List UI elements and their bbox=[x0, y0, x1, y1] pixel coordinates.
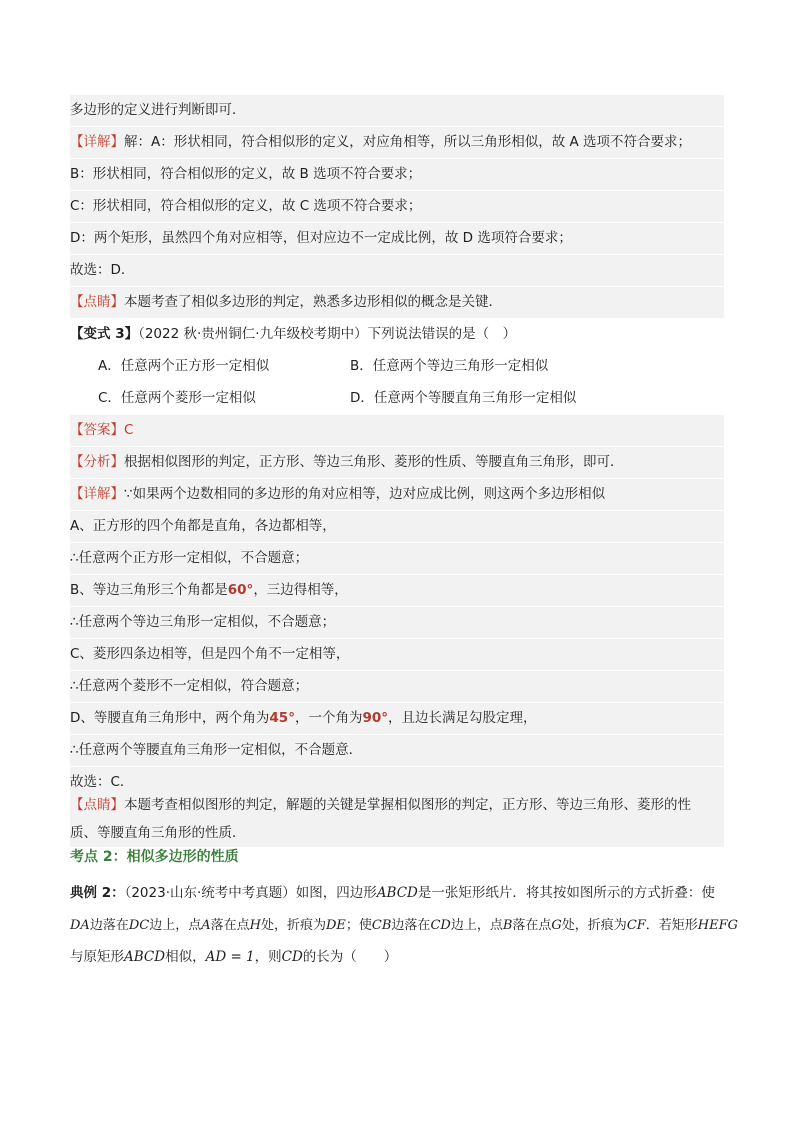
math: DC bbox=[128, 918, 150, 933]
answer-value: C bbox=[124, 422, 134, 438]
text: 落在点 bbox=[512, 918, 552, 933]
detail-tag: 【详解】 bbox=[70, 134, 124, 150]
note-line-1 bbox=[70, 791, 724, 819]
detail-line bbox=[70, 479, 724, 510]
angle-value: 60° bbox=[227, 582, 254, 598]
math: CD bbox=[430, 918, 451, 933]
text: 本题考查相似图形的判定，解题的关键是掌握相似图形的判定，正方形、等边三角形、菱形的性 bbox=[124, 797, 691, 813]
text: 边落在 bbox=[89, 918, 129, 933]
detail-d1 bbox=[70, 703, 724, 734]
math: ABCD bbox=[376, 885, 418, 901]
text: 处，折痕为 bbox=[561, 918, 627, 933]
variant-text: （2022 秋·贵州铜仁·九年级校考期中）下列说法错误的是（ ） bbox=[138, 326, 517, 342]
option-b: B．任意两个等边三角形一定相似 bbox=[350, 358, 549, 374]
example-tag: 典例 2： bbox=[70, 885, 125, 901]
math: HEFG bbox=[697, 918, 739, 933]
example-line-3 bbox=[70, 942, 724, 973]
detail-c1 bbox=[70, 639, 724, 670]
text: D：两个矩形，虽然四个角对应相等，但对应边不一定成比例，故 D 选项符合要求； bbox=[70, 230, 572, 246]
example-line-1 bbox=[70, 878, 724, 909]
text: ．若矩形 bbox=[645, 918, 698, 933]
text: 边上，点 bbox=[149, 918, 202, 933]
text: 与原矩形 bbox=[70, 949, 124, 965]
answer-tag: 【答案】 bbox=[70, 422, 124, 438]
example-line-2 bbox=[70, 910, 739, 941]
text: 边落在 bbox=[391, 918, 431, 933]
answer-line bbox=[70, 415, 724, 446]
analysis-line bbox=[70, 447, 724, 478]
text: 本题考查了相似多边形的判定，熟悉多边形相似的概念是关键． bbox=[124, 294, 502, 310]
math: H bbox=[249, 918, 261, 933]
text-line-2 bbox=[70, 127, 724, 158]
angle-value: 45° bbox=[269, 710, 295, 726]
text: ∴任意两个等边三角形一定相似，不合题意； bbox=[70, 614, 336, 630]
note-tag: 【点睛】 bbox=[70, 797, 124, 813]
math: DA bbox=[70, 918, 90, 933]
text: 故选：D． bbox=[70, 262, 135, 278]
section-title: 考点 2：相似多边形的性质 bbox=[70, 849, 239, 865]
text: B、等边三角形三个角都是 bbox=[70, 582, 228, 598]
text: 质、等腰直角三角形的性质． bbox=[70, 825, 246, 841]
math: CF bbox=[626, 918, 646, 933]
text: ，一个角为 bbox=[294, 710, 363, 726]
detail-c2 bbox=[70, 671, 724, 702]
text-line-5 bbox=[70, 223, 724, 254]
math: G bbox=[551, 918, 562, 933]
option-c: C．任意两个菱形一定相似 bbox=[98, 390, 256, 406]
detail-b1 bbox=[70, 575, 724, 606]
math: A bbox=[201, 918, 211, 933]
text: C：形状相同，符合相似形的定义，故 C 选项不符合要求； bbox=[70, 198, 422, 214]
text: B：形状相同，符合相似形的定义，故 B 选项不符合要求； bbox=[70, 166, 422, 182]
text: ，三边得相等， bbox=[253, 582, 348, 598]
text: A、正方形的四个角都是直角，各边都相等， bbox=[70, 518, 336, 534]
text: 故选：C． bbox=[70, 774, 134, 790]
text: 相似， bbox=[165, 949, 206, 965]
text: ∴任意两个等腰直角三角形一定相似，不合题意． bbox=[70, 742, 363, 758]
math: B bbox=[502, 918, 513, 933]
text-line-7 bbox=[70, 287, 724, 318]
text: 边上，点 bbox=[450, 918, 503, 933]
option-d: D．任意两个等腰直角三角形一定相似 bbox=[350, 390, 577, 406]
angle-value: 90° bbox=[362, 710, 388, 726]
math: AD = 1 bbox=[205, 949, 255, 965]
text: 根据相似图形的判定，正方形、等边三角形、菱形的性质、等腰直角三角形，即可． bbox=[124, 454, 624, 470]
math: CD bbox=[281, 949, 303, 965]
text: ∴任意两个菱形不一定相似，符合题意； bbox=[70, 678, 309, 694]
math: ABCD bbox=[124, 949, 166, 965]
text: 的长为（ ） bbox=[302, 949, 398, 965]
detail-tag: 【详解】 bbox=[70, 486, 124, 502]
text: C、菱形四条边相等，但是四个角不一定相等， bbox=[70, 646, 350, 662]
variant-question bbox=[70, 319, 724, 350]
note-tag: 【点睛】 bbox=[70, 294, 124, 310]
text: 处，折痕为 bbox=[260, 918, 326, 933]
text-line-6 bbox=[70, 255, 724, 286]
text: ∴任意两个正方形一定相似，不合题意； bbox=[70, 550, 309, 566]
variant-tag: 【变式 3】 bbox=[70, 326, 139, 342]
text: ；使 bbox=[345, 918, 372, 933]
text: ，且边长满足勾股定理， bbox=[388, 710, 537, 726]
text: ，则 bbox=[254, 949, 282, 965]
detail-b2 bbox=[70, 607, 724, 638]
text: 落在点 bbox=[210, 918, 250, 933]
text: 多边形的定义进行判断即可． bbox=[70, 102, 246, 118]
text: D、等腰直角三角形中，两个角为 bbox=[70, 710, 270, 726]
math: DE bbox=[325, 918, 346, 933]
detail-a1 bbox=[70, 511, 724, 542]
text: ∵如果两个边数相同的多边形的角对应相等，边对应成比例，则这两个多边形相似 bbox=[124, 486, 606, 502]
option-a: A．任意两个正方形一定相似 bbox=[98, 358, 270, 374]
detail-a2 bbox=[70, 543, 724, 574]
text-line-1 bbox=[70, 95, 724, 126]
math: CB bbox=[371, 918, 392, 933]
detail-d2 bbox=[70, 735, 724, 766]
text-line-4 bbox=[70, 191, 724, 222]
text-line-3 bbox=[70, 159, 724, 190]
text: （2023·山东·统考中考真题）如图，四边形 bbox=[124, 885, 377, 901]
text: 是一张矩形纸片．将其按如图所示的方式折叠：使 bbox=[417, 885, 715, 901]
text: 解：A：形状相同，符合相似形的定义，对应角相等，所以三角形相似，故 A 选项不符合要求； bbox=[124, 134, 692, 150]
analysis-tag: 【分析】 bbox=[70, 454, 124, 470]
